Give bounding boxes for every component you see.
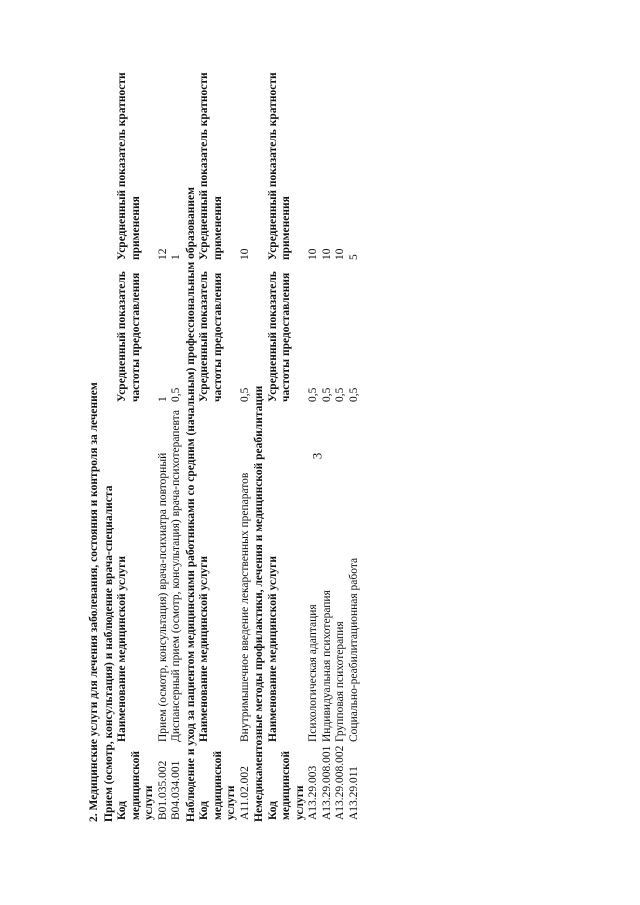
section-title: Прием (осмотр, консультация) и наблюдение врача-специалиста (102, 485, 115, 822)
cell-frequency: 0,5 (320, 387, 333, 402)
cell-multiplicity: 10 (320, 248, 333, 260)
header-multiplicity: Усредненный показатель кратности применения (198, 72, 224, 260)
table-row (157, 62, 171, 822)
header-multiplicity: Усредненный показатель кратности применения (116, 72, 142, 260)
services-table (267, 62, 362, 822)
table-row (239, 62, 253, 822)
cell-frequency: 0,5 (307, 387, 319, 402)
header-frequency: Усредненный показатель частоты предоставления (198, 271, 224, 402)
sections-container (103, 62, 362, 822)
header-code: Код медицинской услуги (116, 750, 155, 820)
cell-multiplicity: 1 (170, 254, 182, 260)
header-frequency: Усредненный показатель частоты предоставления (116, 271, 142, 402)
section-title: Немедикаментозные методы профилактики, лечения и медицинской реабилитации (253, 385, 265, 822)
cell-code: B01.035.002 (156, 760, 169, 820)
cell-code: A11.02.002 (238, 766, 251, 820)
section-title: Наблюдение и уход за пациентом медицинскими работниками со средним (начальным) профессиональным образованием (184, 187, 197, 822)
table-header-row (116, 62, 157, 822)
cell-multiplicity: 12 (156, 248, 169, 260)
cell-name: Индивидуальная психотерапия (320, 590, 333, 742)
table-row (348, 62, 362, 822)
table-row (321, 62, 335, 822)
table-row (334, 62, 348, 822)
cell-code: B04.034.001 (170, 760, 182, 820)
cell-frequency: 0,5 (170, 387, 182, 402)
services-table (198, 62, 252, 822)
table-header-row (267, 62, 308, 822)
page-number: 3 (309, 452, 325, 460)
cell-multiplicity: 10 (307, 248, 319, 260)
header-frequency: Усредненный показатель частоты предоставления (266, 271, 292, 402)
cell-multiplicity: 5 (347, 254, 360, 260)
cell-multiplicity: 10 (238, 248, 251, 260)
header-name: Наименование медицинской услуги (116, 555, 128, 742)
header-name: Наименование медицинской услуги (198, 555, 210, 742)
cell-name: Групповая психотерапия (334, 621, 346, 742)
cell-name: Внутримышечное введение лекарственных препаратов (238, 472, 251, 742)
cell-code: A13.29.008.002 (334, 745, 346, 820)
cell-name: Диспансерный прием (осмотр, консультация) врача-психотерапевта (170, 410, 182, 742)
cell-name: Социально-реабилитационная работа (347, 557, 360, 742)
cell-frequency: 0,5 (347, 387, 360, 402)
table-header-row (198, 62, 239, 822)
cell-code: A13.29.011 (347, 766, 360, 820)
cell-frequency: 0,5 (238, 387, 251, 402)
services-table (116, 62, 184, 822)
header-code: Код медицинской услуги (266, 750, 306, 820)
cell-code: A13.29.008.001 (320, 745, 333, 820)
document-title: 2. Медицинские услуги для лечения заболевания, состояния и контроля за лечением (88, 382, 100, 822)
cell-frequency: 1 (156, 396, 169, 402)
header-multiplicity: Усредненный показатель кратности применения (266, 72, 292, 260)
cell-code: A13.29.003 (307, 765, 319, 820)
section (185, 62, 253, 822)
cell-frequency: 0,5 (334, 387, 346, 402)
cell-name: Прием (осмотр, консультация) врача-психиатра повторный (156, 452, 169, 742)
section (253, 62, 361, 822)
table-row (170, 62, 184, 822)
document-body (88, 62, 548, 822)
header-code: Код медицинской услуги (198, 750, 237, 820)
cell-name: Психологическая адаптация (307, 604, 319, 742)
table-row (307, 62, 321, 822)
cell-multiplicity: 10 (334, 248, 346, 260)
section (103, 62, 184, 822)
header-name: Наименование медицинской услуги (266, 555, 279, 742)
